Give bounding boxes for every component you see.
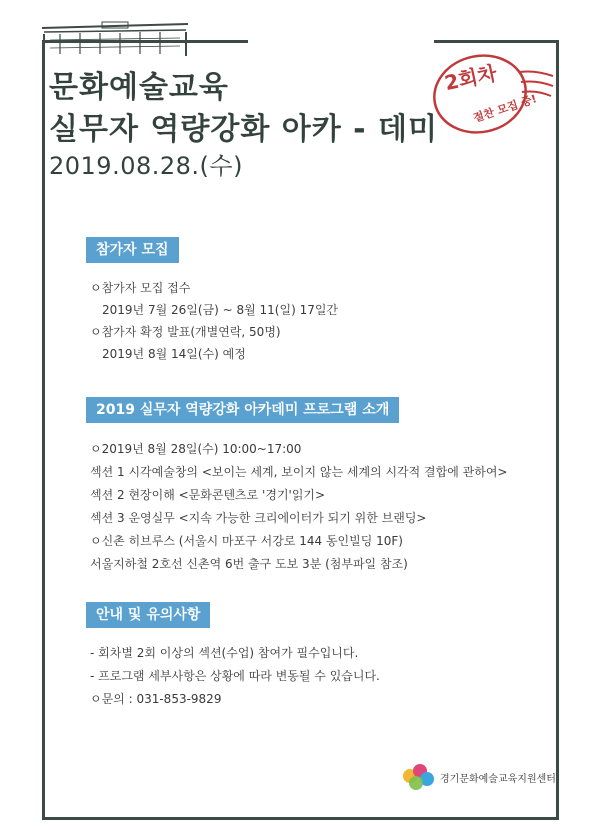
recruit-line-1: ㅇ참가자 모집 접수 — [90, 281, 191, 295]
notice-line-1: - 회차별 2회 이상의 섹션(수업) 참여가 필수입니다. — [90, 646, 359, 660]
stamp-main-label: 2회차 — [442, 60, 499, 96]
program-line-6: 서울지하철 2호선 신촌역 6번 출구 도보 3분 (첨부파일 참조) — [90, 557, 408, 571]
event-date: 2019.08.28.(수) — [49, 152, 243, 180]
notice-header: 안내 및 유의사항 — [86, 602, 210, 628]
recruit-header: 참가자 모집 — [86, 237, 179, 263]
stamp-sub-label: 절찬 모집 중! — [471, 92, 539, 125]
frame-gap — [248, 36, 434, 46]
notice-line-2: - 프로그램 세부사항은 상황에 따라 변동될 수 있습니다. — [90, 669, 380, 683]
program-line-2: 섹션 1 시각예술창의 <보이는 세계, 보이지 않는 세계의 시각적 결합에 관하여> — [90, 465, 508, 479]
title-line-1: 문화예술교육 — [49, 70, 229, 105]
recruit-line-4: 2019년 8월 14일(수) 예정 — [102, 347, 246, 361]
org-logo-icon — [400, 762, 438, 792]
recruit-line-3: ㅇ참가자 확정 발표(개별연락, 50명) — [90, 325, 281, 339]
program-line-1: ㅇ2019년 8월 28일(수) 10:00~17:00 — [90, 442, 302, 456]
notice-line-3: ㅇ문의 : 031-853-9829 — [90, 692, 222, 706]
program-line-5: ㅇ신촌 히브루스 (서울시 마포구 서강로 144 동인빌딩 10F) — [90, 534, 403, 548]
recruit-line-2: 2019년 7월 26일(금) ~ 8월 11(일) 17일간 — [102, 303, 339, 317]
program-header: 2019 실무자 역량강화 아카데미 프로그램 소개 — [86, 397, 399, 423]
org-name: 경기문화예술교육지원센터 — [440, 774, 556, 785]
building-icon — [40, 20, 190, 60]
program-line-4: 섹션 3 운영실무 <지속 가능한 크리에이터가 되기 위한 브랜딩> — [90, 511, 427, 525]
title-line-2: 실무자 역량강화 아카 - 데미 — [49, 112, 439, 147]
program-line-3: 섹션 2 현장이해 <문화콘텐츠로 '경기'읽기> — [90, 488, 326, 502]
